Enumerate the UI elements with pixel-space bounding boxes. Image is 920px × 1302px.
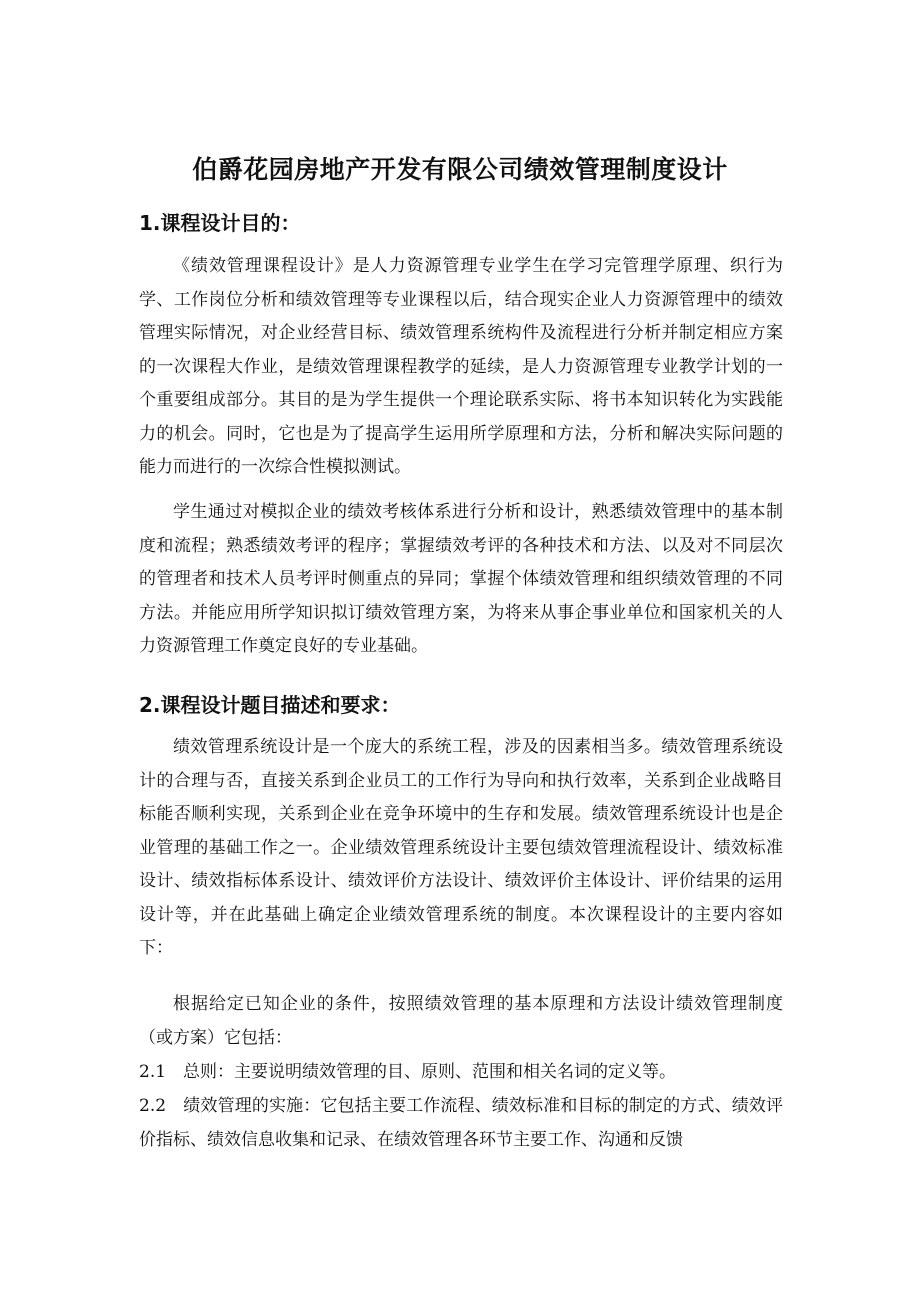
- document-title: 伯爵花园房地产开发有限公司绩效管理制度设计: [192, 155, 728, 184]
- paragraph-purpose-1: 《绩效管理课程设计》是人力资源管理专业学生在学习完管理学原理、织行为学、工作岗位分析和绩效管理等专业课程以后，结合现实企业人力资源管理中的绩效管理实际情况，对企业经营目标、绩效管理系统构件及流程进行分析并制定相应方案的一次课程大作业，是绩效管理课程教学的延续，是人力资源管理专业教学计划的一个重要组成部分。其目的是为学生提供一个理论联系实际、将书本知识转化为实践能力的机会。同时，它也是为了提高学生运用所学原理和方法，分析和解决实际问题的能力而进行的一次综合性模拟测试。: [139, 256, 783, 477]
- paragraph-requirements-1: 绩效管理系统设计是一个庞大的系统工程，涉及的因素相当多。绩效管理系统设计的合理与否，直接关系到企业员工的工作行为导向和执行效率，关系到企业战略目标能否顺利实现，关系到企业在竞争环境中的生存和发展。绩效管理系统设计也是企业管理的基础工作之一。企业绩效管理系统设计主要包绩效管理流程设计、绩效标准设计、绩效指标体系设计、绩效评价方法设计、绩效评价主体设计、评价结果的运用设计等，并在此基础上确定企业绩效管理系统的制度。本次课程设计的主要内容如下：: [139, 737, 783, 958]
- list-item-2-1: 2.1 总则：主要说明绩效管理的目、原则、范围和相关名词的定义等。: [139, 1062, 677, 1082]
- paragraph-purpose-2: 学生通过对模拟企业的绩效考核体系进行分析和设计，熟悉绩效管理中的基本制度和流程；熟悉绩效考评的程序；掌握绩效考评的各种技术和方法、以及对不同层次的管理者和技术人员考评时侧重点的异同；掌握个体绩效管理和组织绩效管理的不同方法。并能应用所学知识拟订绩效管理方案，为将来从事企事业单位和国家机关的人力资源管理工作奠定良好的专业基础。: [139, 502, 783, 656]
- list-item-2-2: 2.2 绩效管理的实施：它包括主要工作流程、绩效标准和目标的制定的方式、绩效评价指标、绩效信息收集和记录、在绩效管理各环节主要工作、沟通和反馈: [139, 1096, 783, 1150]
- section-heading-requirements: 2.课程设计题目描述和要求：: [139, 693, 401, 717]
- paragraph-requirements-2: 根据给定已知企业的条件，按照绩效管理的基本原理和方法设计绩效管理制度（或方案）它包括：: [139, 994, 783, 1048]
- section-heading-purpose: 1.课程设计目的：: [139, 211, 301, 235]
